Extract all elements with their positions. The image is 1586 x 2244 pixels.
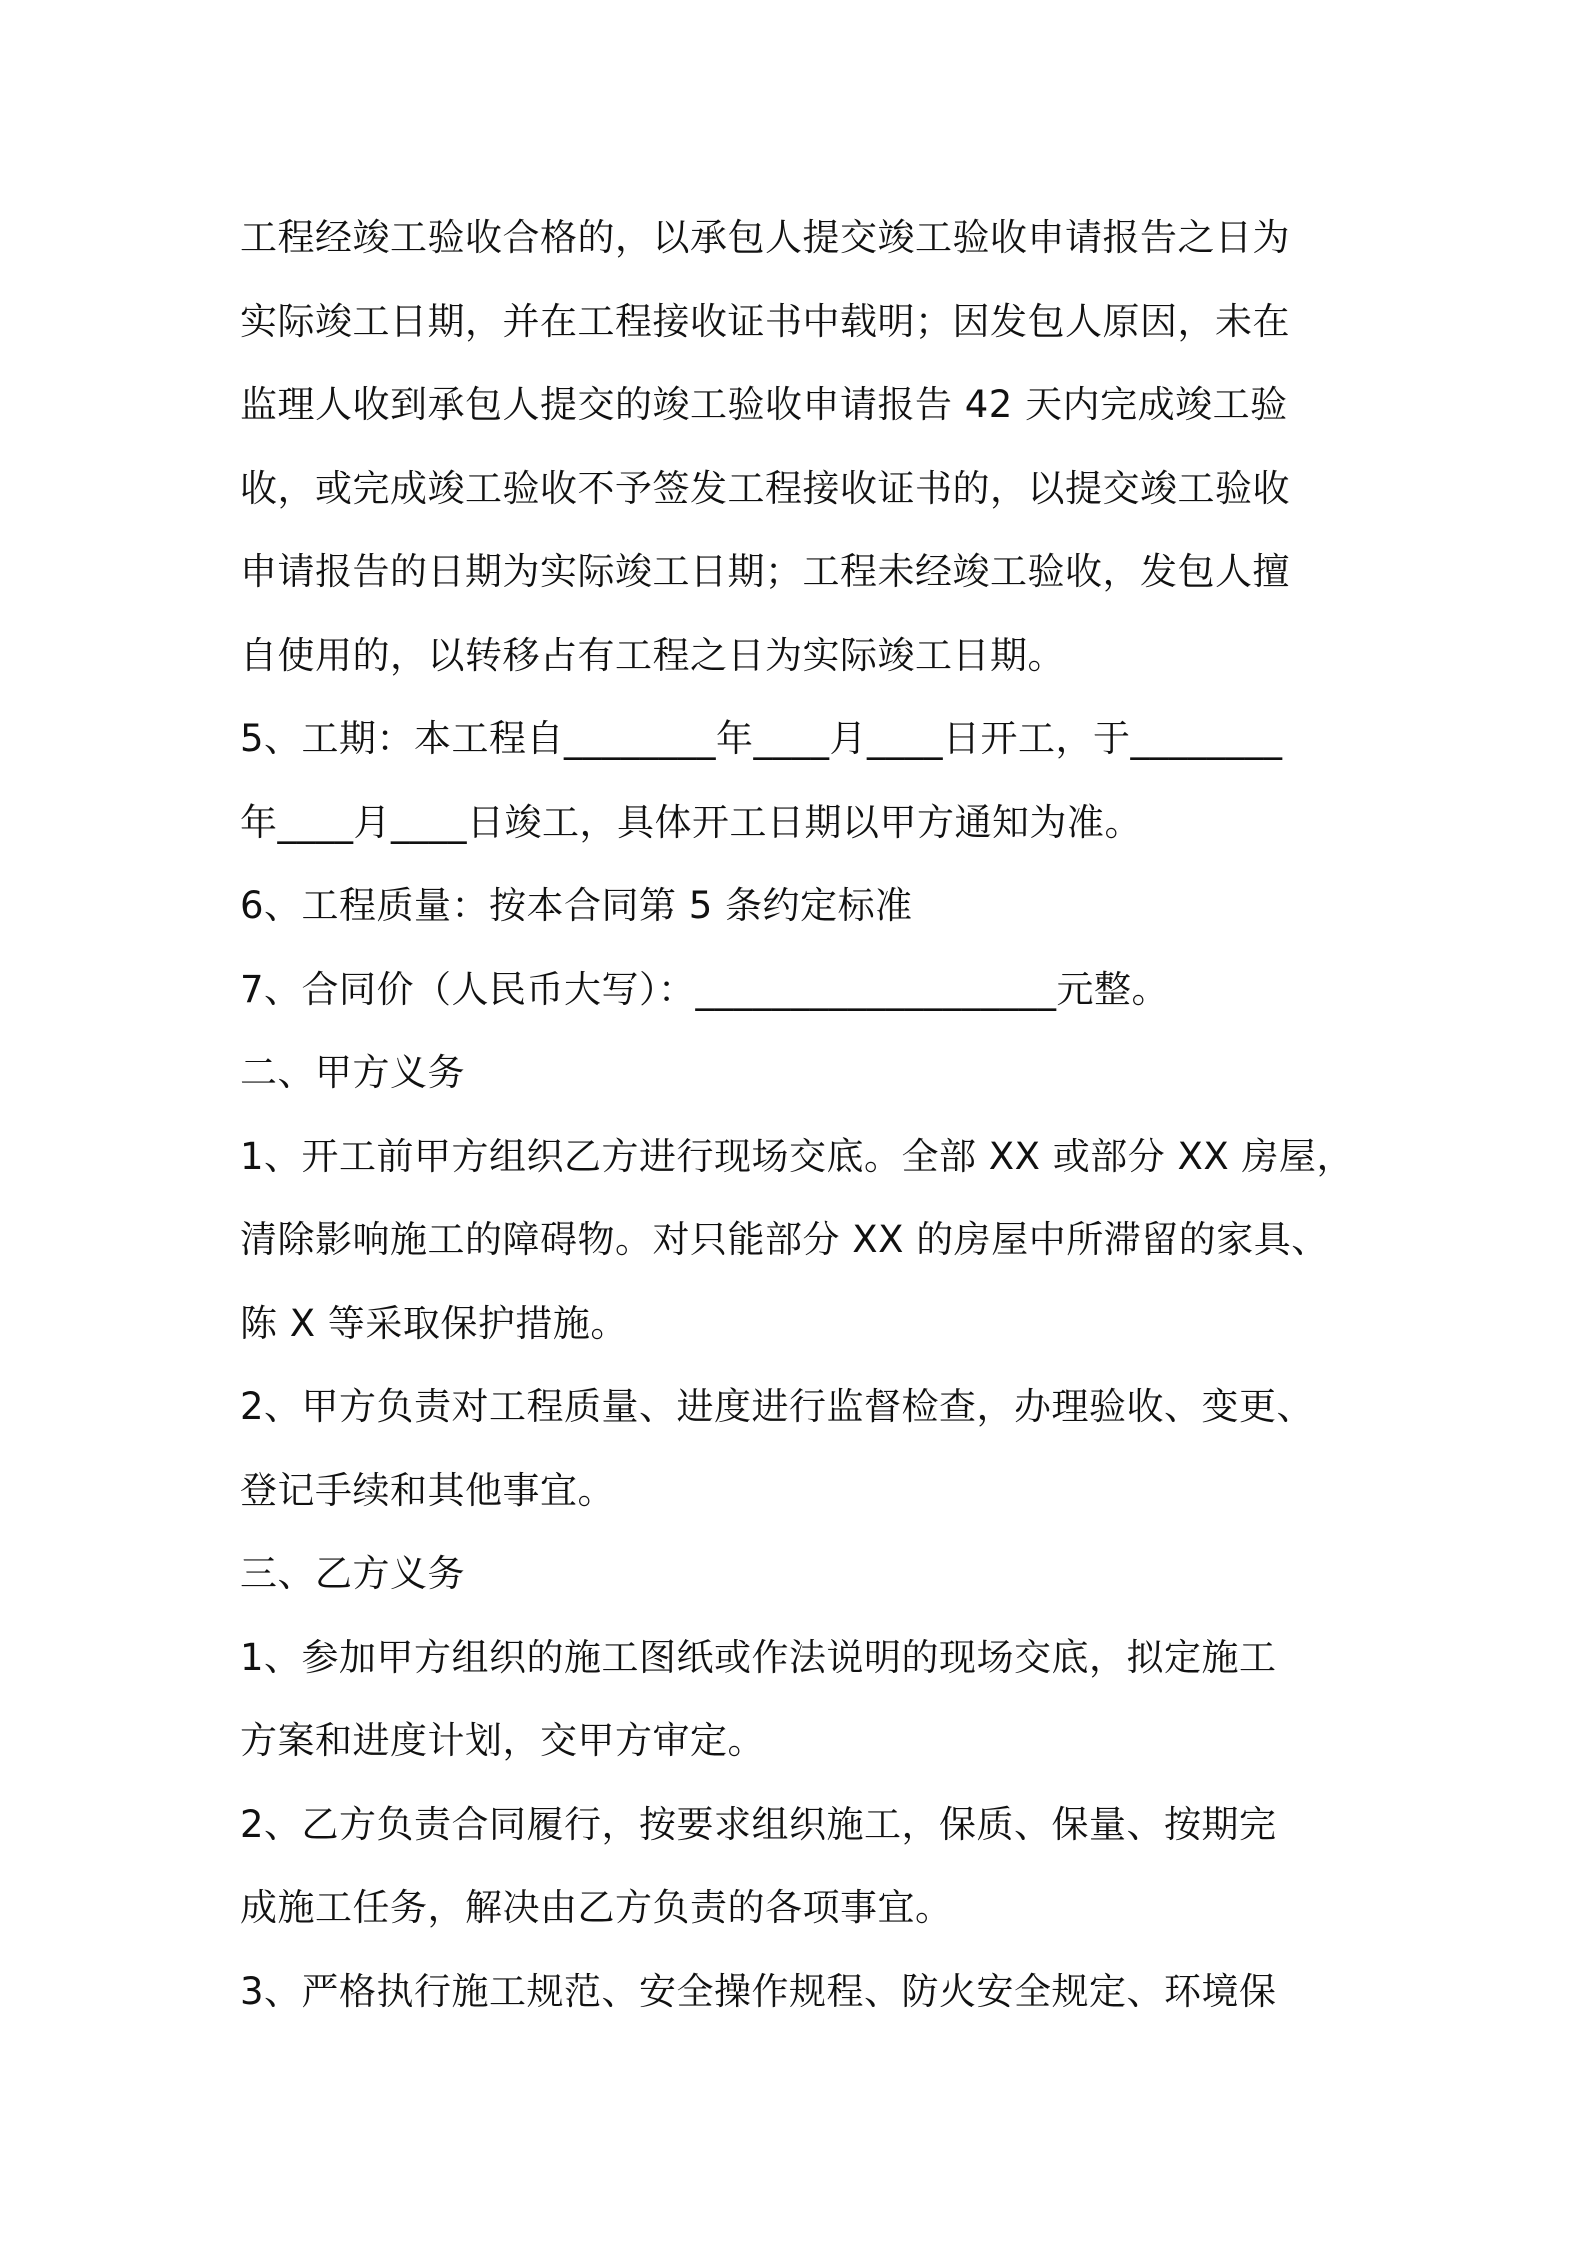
- text-line: 工程经竣工验收合格的，以承包人提交竣工验收申请报告之日为: [240, 216, 1290, 259]
- text-line: 清除影响施工的障碍物。对只能部分 XX 的房屋中所滞留的家具、: [240, 1218, 1329, 1261]
- clause-contract-price: 7、合同价（人民币大写）：___________________元整。: [240, 967, 1170, 1011]
- text-line: 申请报告的日期为实际竣工日期；工程未经竣工验收，发包人擅: [240, 550, 1290, 593]
- text-line: 自使用的，以转移占有工程之日为实际竣工日期。: [240, 633, 1065, 677]
- text-line: 陈 X 等采取保护措施。: [240, 1301, 628, 1345]
- clause-duration: 5、工期：本工程自________年____月____日开工，于________: [240, 717, 1283, 760]
- text-line: 登记手续和其他事宜。: [240, 1468, 615, 1512]
- text-line: 3、严格执行施工规范、安全操作规程、防火安全规定、环境保: [240, 1969, 1277, 2013]
- text-line: 1、参加甲方组织的施工图纸或作法说明的现场交底，拟定施工: [240, 1635, 1277, 1679]
- document-body: [240, 196, 1360, 2033]
- text-line: 收，或完成竣工验收不予签发工程接收证书的，以提交竣工验收: [240, 466, 1290, 510]
- section-heading-party-a: 二、甲方义务: [240, 1051, 465, 1094]
- text-line: 实际竣工日期，并在工程接收证书中载明；因发包人原因，未在: [240, 299, 1290, 343]
- section-heading-party-b: 三、乙方义务: [240, 1552, 465, 1595]
- text-line: 1、开工前甲方组织乙方进行现场交底。全部 XX 或部分 XX 房屋，: [240, 1134, 1354, 1178]
- text-line: 方案和进度计划，交甲方审定。: [240, 1719, 765, 1762]
- text-line: 成施工任务，解决由乙方负责的各项事宜。: [240, 1886, 953, 1929]
- text-line: 2、甲方负责对工程质量、进度进行监督检查，办理验收、变更、: [240, 1385, 1315, 1428]
- text-line: 监理人收到承包人提交的竣工验收申请报告 42 天内完成竣工验: [240, 383, 1288, 426]
- clause-quality: 6、工程质量：按本合同第 5 条约定标准: [240, 884, 913, 927]
- text-line: 年____月____日竣工，具体开工日期以甲方通知为准。: [240, 800, 1142, 844]
- text-line: 2、乙方负责合同履行，按要求组织施工，保质、保量、按期完: [240, 1802, 1277, 1846]
